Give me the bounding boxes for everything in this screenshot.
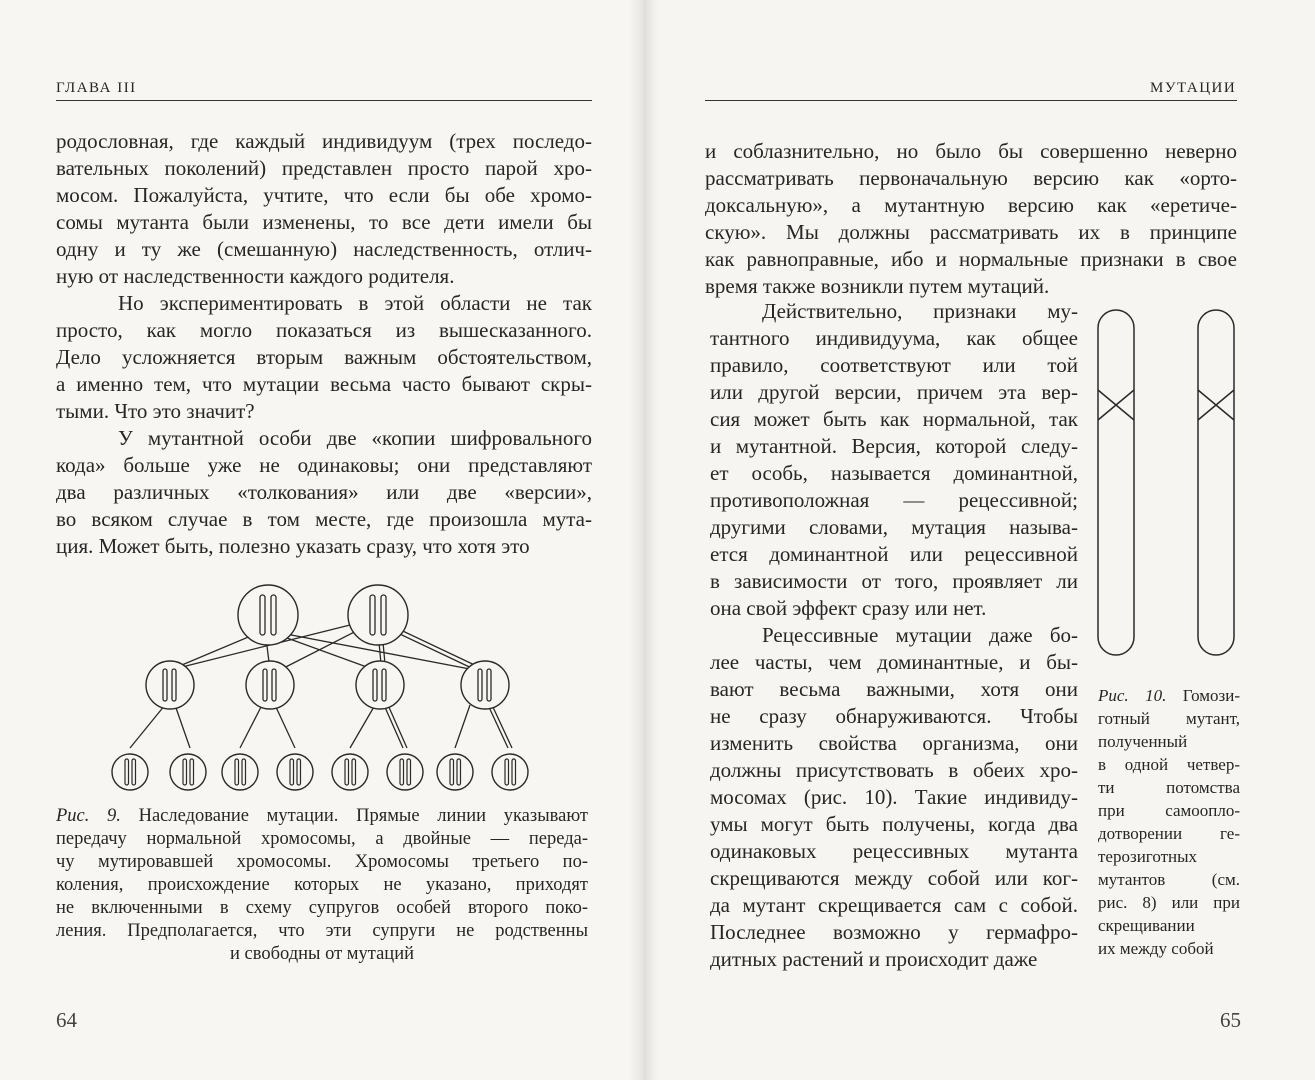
text-line: а именно тем, что мутации весьма часто бывают скры- xyxy=(56,372,592,396)
grandchild-individual xyxy=(437,754,473,790)
chromosome xyxy=(370,595,375,635)
mutant-inheritance-double-line xyxy=(492,705,512,748)
text-line: ется доминантной или рецессивной xyxy=(710,542,1078,566)
text-line: не сразу обнаруживаются. Чтобы xyxy=(710,704,1078,728)
caption-line: их между собой xyxy=(1098,939,1214,958)
figure-10-chromosomes-diagram xyxy=(1090,305,1250,665)
text-line: и соблазнительно, но было бы совершенно неверно xyxy=(705,139,1237,163)
text-line: У мутантной особи две «копии шифровального xyxy=(118,426,592,450)
left-header-rule xyxy=(56,100,592,101)
text-line: одну и ту же (смешанную) наследственность, отлич- xyxy=(56,237,592,261)
text-line: два различных «толкования» или две «версии», xyxy=(56,480,592,504)
text-line: она свой эффект сразу или нет. xyxy=(710,596,987,620)
chromosome xyxy=(163,669,167,701)
caption-line: чу мутировавшей хромосомы. Хромосомы третьего по- xyxy=(56,852,588,872)
text-line: скрещиваются между собой или ког- xyxy=(710,866,1078,890)
caption-line: терозиготных xyxy=(1098,847,1198,866)
text-line: другими словами, мутация называ- xyxy=(710,515,1078,539)
caption-line: дотворении ге- xyxy=(1098,824,1240,843)
right-page-number: 65 xyxy=(1220,1008,1241,1032)
text-line: дитных растений и происходит даже xyxy=(710,947,1038,971)
inheritance-line xyxy=(130,705,165,748)
figure-9-caption xyxy=(56,805,588,966)
caption-line: рис. 8) или при xyxy=(1098,893,1240,912)
right-paragraph-1 xyxy=(705,138,1237,300)
text-line: или другой версии, причем эта вер- xyxy=(710,380,1078,404)
grandchild-individual xyxy=(332,754,368,790)
text-line: Рецессивные мутации даже бо- xyxy=(762,623,1078,647)
caption-line: и свободны от мутаций xyxy=(230,944,414,964)
chromosome xyxy=(272,669,276,701)
caption-line: скрещивании xyxy=(1098,916,1195,935)
text-line: лее часты, чем доминантные, и бы- xyxy=(710,650,1078,674)
parent-individual-normal xyxy=(238,585,298,645)
inheritance-line xyxy=(175,705,190,748)
inheritance-line xyxy=(350,705,375,748)
text-line: сомы мутанта были изменены, то все дети имели бы xyxy=(56,210,592,234)
grandchild-individual xyxy=(277,754,313,790)
left-paragraph-3 xyxy=(56,425,592,560)
text-line: Дело усложняется вторым важным обстоятельством, xyxy=(56,345,592,369)
chromosome-mutant xyxy=(487,669,491,701)
caption-line: коления, происхождение которых не указано, приходят xyxy=(56,875,588,895)
text-line: ную от наследственности каждого родителя. xyxy=(56,264,455,288)
chromosome xyxy=(271,595,276,635)
grandchild-individual xyxy=(222,754,258,790)
book-spine-shadow xyxy=(628,0,658,1080)
caption-line: в одной четвер- xyxy=(1098,755,1240,774)
grandchild-individual xyxy=(112,754,148,790)
text-line: Действительно, признаки му- xyxy=(762,299,1078,323)
grandchild-individual xyxy=(387,754,423,790)
left-running-head: ГЛАВА III xyxy=(56,80,137,96)
text-line: вательных поколений) представлен просто парой хро- xyxy=(56,156,592,180)
child-individual xyxy=(356,661,404,709)
chromosome-left xyxy=(1098,310,1134,655)
caption-line: не включенными в схему супругов особей второго поко- xyxy=(56,898,588,918)
text-line: просто, как могло показаться из вышесказанного. xyxy=(56,318,592,342)
right-running-head: МУТАЦИИ xyxy=(1150,80,1237,96)
chromosome xyxy=(263,669,267,701)
figure-10-caption xyxy=(1098,684,1240,960)
text-line: в зависимости от того, проявляет ли xyxy=(710,569,1078,593)
chromosome xyxy=(478,669,482,701)
chromosome xyxy=(172,669,176,701)
text-line: и мутантной. Версия, которой следу- xyxy=(710,434,1078,458)
inheritance-line xyxy=(240,705,262,748)
caption-line: готный мутант, xyxy=(1098,709,1240,728)
caption-line: передачу нормальной хромосомы, а двойные — переда- xyxy=(56,829,588,849)
child-individual xyxy=(146,661,194,709)
chromosome xyxy=(260,595,265,635)
caption-line xyxy=(56,805,588,828)
caption-label: Рис. 9. xyxy=(56,806,121,826)
mutant-inheritance-double-line xyxy=(388,705,407,748)
text-line: изменить свойства организма, они xyxy=(710,731,1078,755)
text-line: тантного индивидуума, как общее xyxy=(710,326,1078,350)
text-line: доксальную», а мутантную версию как «еретиче- xyxy=(705,193,1237,217)
text-line: правило, соответствуют или той xyxy=(710,353,1078,377)
text-line: кода» больше уже не одинаковы; они представляют xyxy=(56,453,592,477)
text-line: во всяком случае в том месте, где произошла мута- xyxy=(56,507,592,531)
right-paragraph-2 xyxy=(710,298,1078,622)
text-line: вают весьма важными, хотя они xyxy=(710,677,1078,701)
text-line: сия может быть как нормальной, так xyxy=(710,407,1078,431)
text-line: мосом. Пожалуйста, учтите, что если бы обе хромо- xyxy=(56,183,592,207)
left-paragraph-2 xyxy=(56,290,592,425)
parent-individual-mutant xyxy=(348,585,408,645)
text-line: родословная, где каждый индивидуум (трех последо- xyxy=(56,129,592,153)
text-line: время также возникли путем мутаций. xyxy=(705,274,1050,298)
left-page-number: 64 xyxy=(56,1008,77,1032)
caption-line: при самоопло- xyxy=(1098,801,1240,820)
chromosome-mutant xyxy=(382,669,386,701)
caption-text: Наследование мутации. Прямые линии указывают xyxy=(120,806,588,826)
inheritance-line xyxy=(275,705,295,748)
caption-line: мутантов (см. xyxy=(1098,870,1240,889)
text-line: скую». Мы должны рассматривать их в принципе xyxy=(705,220,1237,244)
caption-text: Гомози- xyxy=(1166,686,1240,705)
chromosome xyxy=(373,669,377,701)
caption-line: ти потомства xyxy=(1098,778,1240,797)
grandchild-individual xyxy=(170,754,206,790)
chromosome-right xyxy=(1198,310,1234,655)
text-line: ция. Может быть, полезно указать сразу, что хотя это xyxy=(56,534,530,558)
figure-9-pedigree-diagram xyxy=(100,575,570,800)
grandchild-individual xyxy=(492,754,528,790)
mutant-inheritance-double-line xyxy=(488,705,508,748)
text-line: рассматривать первоначальную версию как «орто- xyxy=(705,166,1237,190)
text-line: мосомах (рис. 10). Такие индивиду- xyxy=(710,785,1078,809)
text-line: тыми. Что это значит? xyxy=(56,399,255,423)
text-line: одинаковых рецессивных мутанта xyxy=(710,839,1078,863)
right-paragraph-3 xyxy=(710,622,1078,973)
text-line: должны присутствовать в обеих хро- xyxy=(710,758,1078,782)
text-line: противоположная — рецессивной; xyxy=(710,488,1078,512)
text-line: ет особь, называется доминантной, xyxy=(710,461,1078,485)
chromosome-mutant xyxy=(381,595,386,635)
text-line: да мутант скрещивается сам с собой. xyxy=(710,893,1078,917)
text-line: Последнее возможно у гермафро- xyxy=(710,920,1078,944)
caption-line: ления. Предполагается, что эти супруги не родственны xyxy=(56,921,588,941)
text-line: умы могут быть получены, когда два xyxy=(710,812,1078,836)
child-individual xyxy=(246,661,294,709)
inheritance-line xyxy=(455,705,470,748)
caption-line xyxy=(1098,684,1240,707)
child-individual xyxy=(461,661,509,709)
mutant-inheritance-double-line xyxy=(384,705,403,748)
right-header-rule xyxy=(705,100,1237,101)
text-line: как равноправные, ибо и нормальные признаки в свое xyxy=(705,247,1237,271)
caption-label: Рис. 10. xyxy=(1098,686,1167,705)
text-line: Но экспериментировать в этой области не так xyxy=(118,291,592,315)
left-paragraph-1 xyxy=(56,128,592,290)
caption-line: полученный xyxy=(1098,732,1188,751)
